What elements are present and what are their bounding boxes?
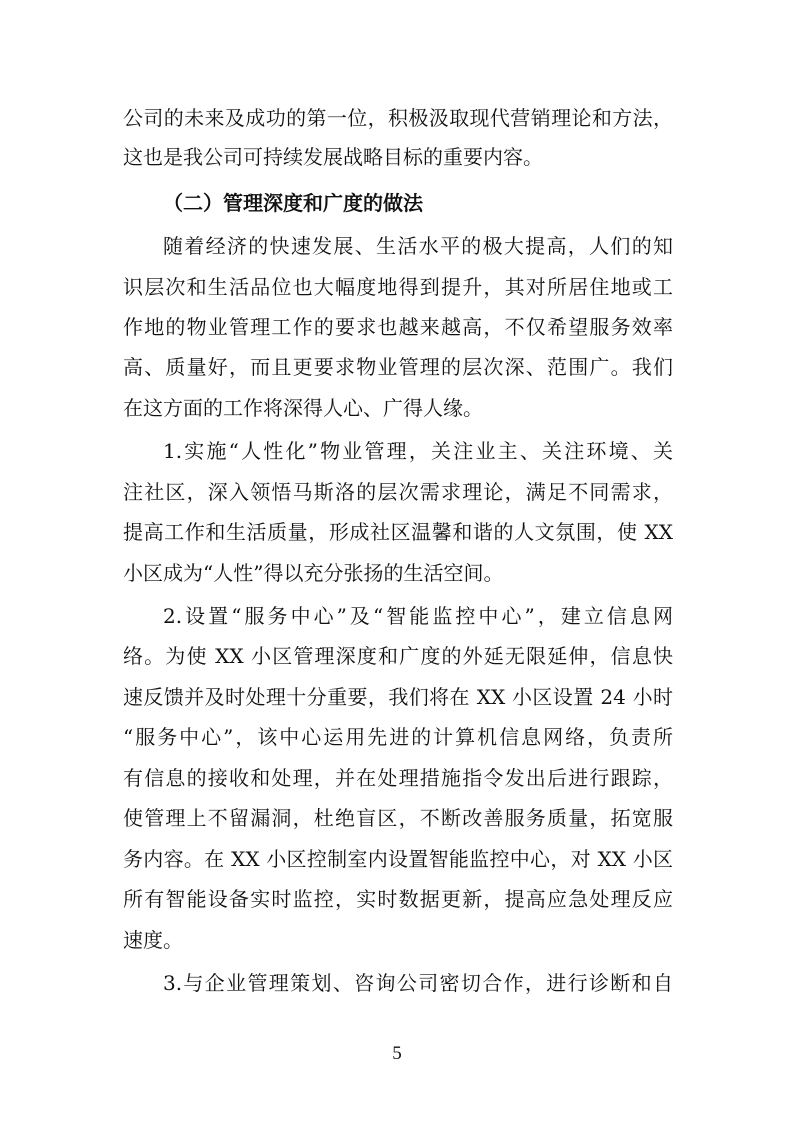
paragraph-line: 注社区，深入领悟马斯洛的层次需求理论，满足不同需求， (123, 480, 673, 504)
paragraph-line: 公司的未来及成功的第一位，积极汲取现代营销理论和方法， (123, 106, 673, 130)
section-heading: （二）管理深度和广度的做法 (163, 191, 423, 215)
paragraph-line: 使管理上不留漏洞，杜绝盲区，不断改善服务质量，拓宽服 (123, 806, 673, 830)
paragraph-line: 高、质量好，而且更要求物业管理的层次深、范围广。我们 (123, 355, 673, 379)
paragraph-line: 络。为使 XX 小区管理深度和广度的外延无限延伸，信息快 (123, 644, 673, 668)
paragraph-line: 务内容。在 XX 小区控制室内设置智能监控中心，对 XX 小区 (123, 847, 673, 871)
paragraph-line: 速度。 (123, 928, 183, 952)
paragraph-line: 这也是我公司可持续发展战略目标的重要内容。 (123, 145, 543, 169)
paragraph-line: 识层次和生活品位也大幅度地得到提升，其对所居住地或工 (123, 275, 673, 299)
paragraph-line: 所有智能设备实时监控，实时数据更新，提高应急处理反应 (123, 887, 673, 911)
paragraph-line: 1.实施“人性化”物业管理，关注业主、关注环境、关 (163, 439, 673, 463)
paragraph-line: 有信息的接收和处理，并在处理措施指令发出后进行跟踪， (123, 766, 673, 790)
page-number: 5 (392, 1043, 402, 1064)
paragraph-line: 速反馈并及时处理十分重要，我们将在 XX 小区设置 24 小时 (123, 685, 673, 709)
paragraph-line: 在这方面的工作将深得人心、广得人缘。 (123, 396, 483, 420)
paragraph-line: 作地的物业管理工作的要求也越来越高，不仅希望服务效率 (123, 315, 673, 339)
paragraph-line: 提高工作和生活质量，形成社区温馨和谐的人文氛围，使 XX (123, 520, 673, 544)
paragraph-line: 2.设置“服务中心”及“智能监控中心”，建立信息网 (163, 604, 673, 628)
paragraph-line: 小区成为“人性”得以充分张扬的生活空间。 (123, 561, 504, 585)
paragraph-line: “服务中心”，该中心运用先进的计算机信息网络，负责所 (123, 725, 673, 749)
paragraph-line: 随着经济的快速发展、生活水平的极大提高，人们的知 (163, 234, 673, 258)
paragraph-line: 3.与企业管理策划、咨询公司密切合作，进行诊断和自 (163, 971, 673, 995)
